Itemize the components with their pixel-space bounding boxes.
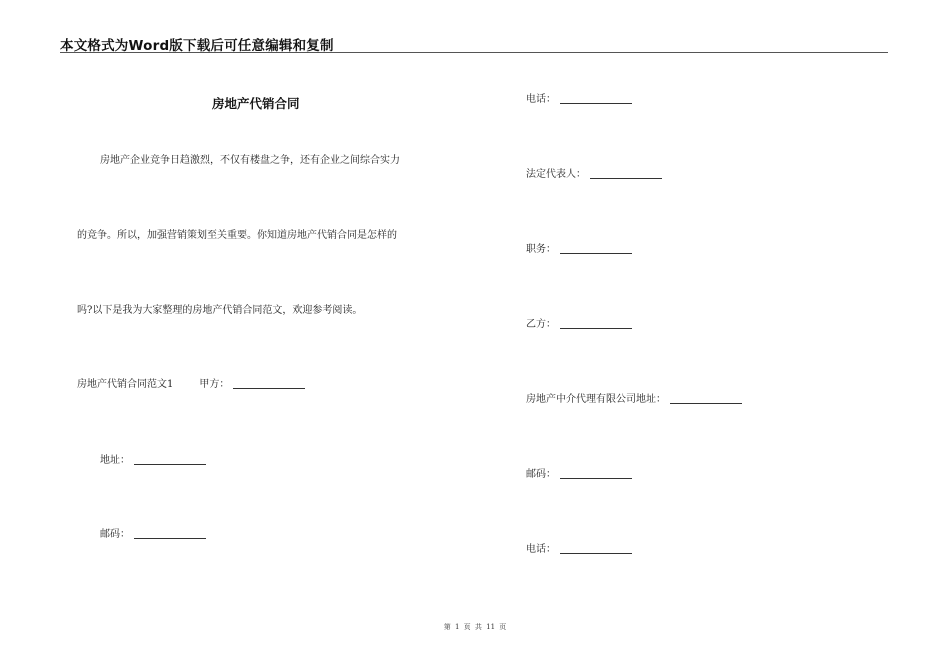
phone-blank: [560, 103, 632, 104]
address-blank: [134, 464, 206, 465]
address-field: [100, 454, 206, 468]
footer-page-number: 1: [454, 623, 460, 631]
page-header: 本文格式为Word版下载后可任意编辑和复制: [60, 38, 334, 54]
sample-heading: 房地产代销合同范文1: [77, 379, 174, 390]
position-label: 职务：: [526, 244, 556, 255]
legal-rep-label: 法定代表人：: [526, 169, 586, 180]
position-field: [526, 243, 632, 257]
footer-total-pages: 11: [486, 623, 496, 631]
paragraph-line-1: 房地产企业竞争日趋激烈，不仅有楼盘之争，还有企业之间综合实力: [100, 155, 400, 166]
postcode-label-right: 邮码：: [526, 469, 556, 480]
agency-address-label: 房地产中介代理有限公司地址：: [526, 394, 666, 405]
footer-suffix: 页: [499, 623, 507, 631]
legal-rep-blank: [590, 178, 662, 179]
footer-prefix: 第: [443, 623, 451, 631]
postcode-label: 邮码：: [100, 529, 130, 540]
postcode-blank-right: [560, 478, 632, 479]
legal-rep-field: [526, 168, 662, 182]
phone-label-2: 电话：: [526, 544, 556, 555]
party-b-label: 乙方：: [526, 319, 556, 330]
phone-field: [526, 93, 632, 107]
party-a-label: 甲方：: [199, 379, 230, 390]
phone-label: 电话：: [526, 94, 556, 105]
phone-blank-2: [560, 553, 632, 554]
postcode-field-right: [526, 468, 632, 482]
agency-address-blank: [670, 403, 742, 404]
header-divider: [60, 52, 888, 53]
party-a-blank: [233, 388, 305, 389]
address-label: 地址：: [100, 455, 130, 466]
page-footer: [0, 622, 950, 632]
party-b-field: [526, 318, 632, 332]
agency-address-field: [526, 393, 742, 407]
party-b-blank: [560, 328, 632, 329]
sample-heading-line: [77, 378, 305, 392]
document-title: 房地产代销合同: [212, 96, 300, 111]
postcode-blank: [134, 538, 206, 539]
phone-field-2: [526, 543, 632, 557]
position-blank: [560, 253, 632, 254]
postcode-field: [100, 528, 206, 542]
paragraph-line-2: 的竞争。所以，加强营销策划至关重要。你知道房地产代销合同是怎样的: [77, 230, 397, 241]
footer-mid: 页 共: [463, 623, 482, 631]
paragraph-line-3: 吗?以下是我为大家整理的房地产代销合同范文，欢迎参考阅读。: [77, 305, 363, 316]
